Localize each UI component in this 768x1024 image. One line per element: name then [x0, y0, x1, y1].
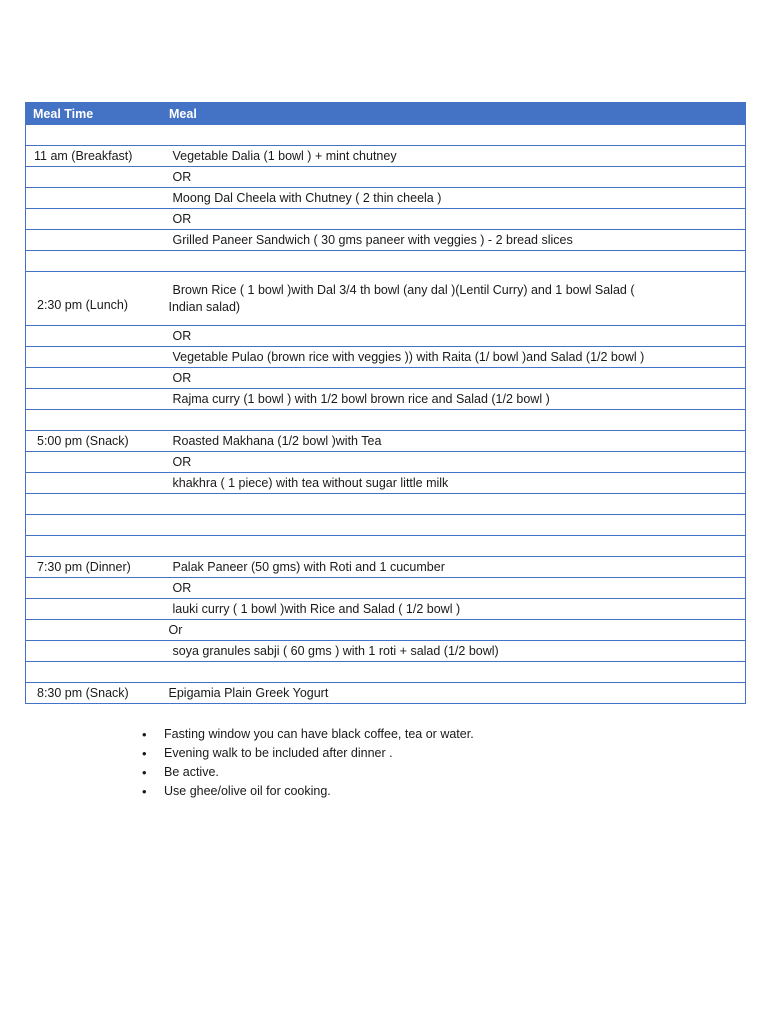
- meal-cell-line: Indian salad): [168, 300, 241, 314]
- table-row: [26, 167, 746, 188]
- meal-plan-table: [25, 102, 746, 704]
- meal-cell: lauki curry ( 1 bowl )with Rice and Salad ( 1/2 bowl ): [163, 599, 746, 620]
- meal-time-cell: [26, 347, 163, 368]
- note-text: Fasting window you can have black coffee, tea or water.: [164, 727, 474, 741]
- table-row: [26, 515, 746, 536]
- note-text: Evening walk to be included after dinner .: [164, 746, 393, 760]
- meal-cell: Grilled Paneer Sandwich ( 30 gms paneer with veggies ) - 2 bread slices: [163, 230, 746, 251]
- meal-time-cell: [26, 125, 163, 146]
- table-row: [26, 146, 746, 167]
- table-row: [26, 536, 746, 557]
- meal-time-cell: [26, 389, 163, 410]
- meal-time-cell: [26, 473, 163, 494]
- meal-cell: OR: [163, 209, 746, 230]
- table-row: [26, 125, 746, 146]
- table-row: [26, 272, 746, 326]
- meal-time-cell: [26, 494, 163, 515]
- meal-time-cell: [26, 410, 163, 431]
- list-item: [140, 726, 474, 745]
- note-text: Use ghee/olive oil for cooking.: [164, 784, 331, 798]
- note-text: Be active.: [164, 765, 219, 779]
- meal-cell: Vegetable Dalia (1 bowl ) + mint chutney: [163, 146, 746, 167]
- table-row: [26, 389, 746, 410]
- table-row: [26, 557, 746, 578]
- bullet-icon: •: [142, 727, 147, 742]
- meal-cell: OR: [163, 578, 746, 599]
- header-meal-time: Meal Time: [26, 103, 163, 125]
- table-row: [26, 620, 746, 641]
- meal-time-cell: [26, 230, 163, 251]
- meal-time-cell: [26, 515, 163, 536]
- table-row: [26, 599, 746, 620]
- meal-cell: OR: [163, 452, 746, 473]
- meal-time-cell: [26, 452, 163, 473]
- meal-cell: [163, 515, 746, 536]
- meal-cell: [163, 536, 746, 557]
- meal-time-cell: 11 am (Breakfast): [26, 146, 163, 167]
- table-row: [26, 410, 746, 431]
- bullet-icon: •: [142, 765, 147, 780]
- meal-cell: Epigamia Plain Greek Yogurt: [163, 683, 746, 704]
- meal-cell: [163, 272, 746, 326]
- bullet-icon: •: [142, 784, 147, 799]
- meal-time-cell: [26, 641, 163, 662]
- table-row: [26, 368, 746, 389]
- meal-cell: OR: [163, 326, 746, 347]
- table-row: [26, 431, 746, 452]
- meal-cell: [163, 251, 746, 272]
- table-row: [26, 662, 746, 683]
- meal-time-cell: [26, 209, 163, 230]
- bullet-icon: •: [142, 746, 147, 761]
- table-row: [26, 347, 746, 368]
- meal-cell: [163, 494, 746, 515]
- meal-cell: soya granules sabji ( 60 gms ) with 1 roti + salad (1/2 bowl): [163, 641, 746, 662]
- notes-list: [140, 726, 474, 802]
- table-row: [26, 251, 746, 272]
- meal-time-cell: [26, 188, 163, 209]
- table-row: [26, 641, 746, 662]
- meal-time-cell: [26, 662, 163, 683]
- table-row: [26, 209, 746, 230]
- meal-time-cell: [26, 599, 163, 620]
- list-item: [140, 764, 474, 783]
- meal-cell: Palak Paneer (50 gms) with Roti and 1 cucumber: [163, 557, 746, 578]
- meal-cell: [163, 662, 746, 683]
- meal-cell: Or: [163, 620, 746, 641]
- meal-time-cell: [26, 326, 163, 347]
- table-row: [26, 683, 746, 704]
- meal-time-cell: 5:00 pm (Snack): [26, 431, 163, 452]
- table-row: [26, 452, 746, 473]
- meal-cell: khakhra ( 1 piece) with tea without sugar little milk: [163, 473, 746, 494]
- meal-cell: Moong Dal Cheela with Chutney ( 2 thin cheela ): [163, 188, 746, 209]
- header-meal: Meal: [163, 103, 746, 125]
- table-row: [26, 578, 746, 599]
- meal-cell-line: Brown Rice ( 1 bowl )with Dal 3/4 th bowl (any dal )(Lentil Curry) and 1 bowl Salad (: [172, 283, 635, 297]
- meal-cell: [163, 125, 746, 146]
- meal-time-cell: [26, 167, 163, 188]
- table-row: [26, 188, 746, 209]
- meal-cell: Roasted Makhana (1/2 bowl )with Tea: [163, 431, 746, 452]
- meal-time-cell: 7:30 pm (Dinner): [26, 557, 163, 578]
- meal-time-cell: [26, 536, 163, 557]
- list-item: [140, 783, 474, 802]
- meal-cell: Rajma curry (1 bowl ) with 1/2 bowl brown rice and Salad (1/2 bowl ): [163, 389, 746, 410]
- meal-time-cell: [26, 251, 163, 272]
- meal-time-cell: [26, 368, 163, 389]
- meal-cell: OR: [163, 368, 746, 389]
- meal-cell: OR: [163, 167, 746, 188]
- meal-cell: Vegetable Pulao (brown rice with veggies )) with Raita (1/ bowl )and Salad (1/2 bowl ): [163, 347, 746, 368]
- meal-time-cell: [26, 578, 163, 599]
- table-row: [26, 326, 746, 347]
- meal-time-cell: 2:30 pm (Lunch): [26, 272, 163, 326]
- meal-time-cell: 8:30 pm (Snack): [26, 683, 163, 704]
- table-row: [26, 494, 746, 515]
- meal-cell: [163, 410, 746, 431]
- meal-time-cell: [26, 620, 163, 641]
- table-header-row: [26, 103, 746, 125]
- table-row: [26, 473, 746, 494]
- table-row: [26, 230, 746, 251]
- list-item: [140, 745, 474, 764]
